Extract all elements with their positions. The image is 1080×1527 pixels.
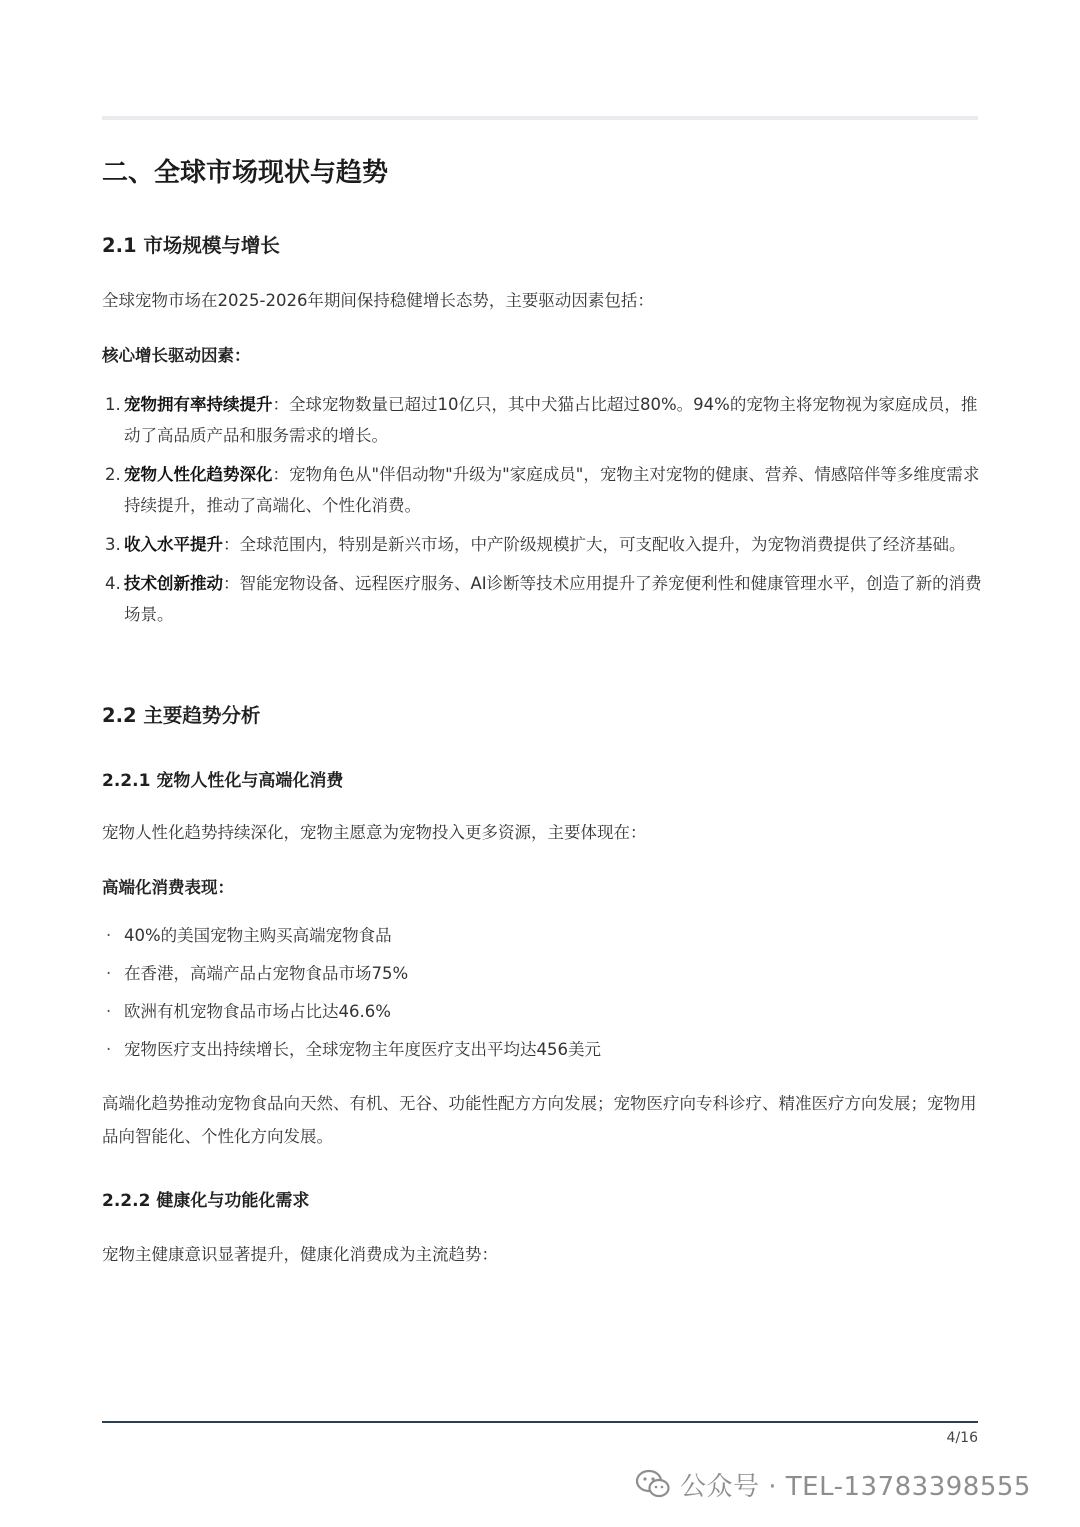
paragraph-2-2-1-summary: 高端化趋势推动宠物食品向天然、有机、无谷、功能性配方方向发展；宠物医疗向专科诊疗、精准医疗方向发展；宠物用品向智能化、个性化方向发展。 xyxy=(102,1094,977,1146)
list-item: · 欧洲有机宠物食品市场占比达46.6% xyxy=(106,1002,391,1021)
premium-bullet-list xyxy=(102,917,982,1069)
heading-2-2-2: 2.2.2 健康化与功能化需求 xyxy=(102,1191,310,1211)
premium-label: 高端化消费表现： xyxy=(102,878,234,897)
list-item: 1. 宠物拥有率持续提升：全球宠物数量已超过10亿只，其中犬猫占比超过80%。94%的宠物主将宠物视为家庭成员，推动了高品质产品和服务需求的增长。 xyxy=(105,395,978,445)
section-title: 二、全球市场现状与趋势 xyxy=(102,158,389,188)
list-item: 3. 收入水平提升：全球范围内，特别是新兴市场，中产阶级规模扩大，可支配收入提升，为宠物消费提供了经济基础。 xyxy=(105,535,966,554)
drivers-list xyxy=(102,389,982,638)
watermark-text: 公众号 · TEL-13783398555 xyxy=(680,1471,1031,1502)
wechat-icon xyxy=(636,1469,670,1499)
list-item: · 在香港，高端产品占宠物食品市场75% xyxy=(106,964,409,983)
page-number: 4/16 xyxy=(946,1430,978,1446)
list-item: · 宠物医疗支出持续增长，全球宠物主年度医疗支出平均达456美元 xyxy=(106,1040,601,1059)
watermark xyxy=(636,1466,1031,1502)
top-divider xyxy=(102,116,978,120)
drivers-label: 核心增长驱动因素： xyxy=(102,346,251,365)
paragraph-2-2-2-intro: 宠物主健康意识显著提升，健康化消费成为主流趋势： xyxy=(102,1245,498,1264)
list-item: 4. 技术创新推动：智能宠物设备、远程医疗服务、AI诊断等技术应用提升了养宠便利性和健康管理水平，创造了新的消费场景。 xyxy=(105,574,982,624)
heading-2-2-1: 2.2.1 宠物人性化与高端化消费 xyxy=(102,771,344,791)
list-item: 2. 宠物人性化趋势深化：宠物角色从"伴侣动物"升级为"家庭成员"，宠物主对宠物的健康、营养、情感陪伴等多维度需求持续提升，推动了高端化、个性化消费。 xyxy=(105,465,980,515)
footer-divider xyxy=(102,1421,978,1423)
heading-2-1: 2.1 市场规模与增长 xyxy=(102,234,280,257)
paragraph-2-2-1-intro: 宠物人性化趋势持续深化，宠物主愿意为宠物投入更多资源，主要体现在： xyxy=(102,823,647,842)
heading-2-2: 2.2 主要趋势分析 xyxy=(102,704,261,727)
paragraph-2-1-intro: 全球宠物市场在2025-2026年期间保持稳健增长态势，主要驱动因素包括： xyxy=(102,291,654,310)
list-item: · 40%的美国宠物主购买高端宠物食品 xyxy=(106,926,392,945)
